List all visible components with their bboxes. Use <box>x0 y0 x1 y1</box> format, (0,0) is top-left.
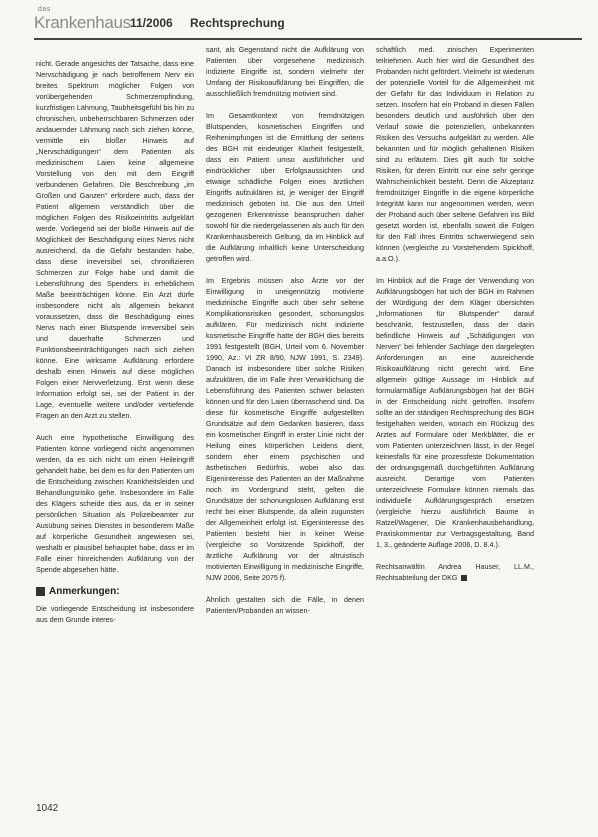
page-header <box>0 0 598 40</box>
paragraph: Im Ergebnis müssen also Ärzte vor der Einwilligung in uneigennützig motivierte medizinische Eingriffe auch über sehr seltene Komplikationsrisiken gesondert, schonungslos aufklären. Für medizinisch nicht indizierte kosmetische Eingriffe hatte der BGH dies bereits 1991 festgestellt (BGH, Urteil vom 6. November 1990, Az.: VI ZR 8/90, NJW 1991, S. 2349). Danach ist insbesondere über solche Risiken aufzuklären, die im Falle ihrer Verwirklichung die Lebensführung des Patienten schwer belasten können und für den Laien überraschend sind. Da diese für kosmetische Eingriffe aufgestellten Grundsätze auf dem Gedanken basieren, dass ein kosmetischer Eingriff in erster Linie nicht der Heilung eines körperlichen Leidens dient, sondern eher einem psychischen und ästhetischen Bedürfnis, wobei also das Eigeninteresse des Patienten an der Maßnahme noch im Vordergrund steht, gelten die Grundsätze der schonungslosen Aufklärung erst recht bei einer Blutspende, da allein zugunsten der Allgemeinheit erfolgt ist. Eigeninteresse des Patienten besteht hier in keiner Weise (vergleiche so Vorsitzende Spickhoff, der ärztliche Aufklärung vor der altruistisch motivierten Einwilligung in medizinische Eingriffe, NJW 2006, Seite 2075 f). <box>206 276 364 582</box>
annotations-heading-label: Anmerkungen: <box>49 586 120 597</box>
annotations-heading <box>36 586 194 597</box>
paragraph: Die vorliegende Entscheidung ist insbesondere aus dem Grunde interes- <box>36 604 194 624</box>
section-title: Rechtsprechung <box>190 16 285 30</box>
text-column-1 <box>36 58 194 636</box>
paragraph: Ähnlich gestalten sich die Fälle, in denen Patienten/Probanden an wissen- <box>206 595 364 615</box>
paragraph: Im Hinblick auf die Frage der Verwendung von Aufklärungsbögen hat sich der BGH im Rahmen der Würdigung der dem Kläger übersichten „Informationen für Blutspender“ darauf beschränkt, festzustellen, dass der darin befindliche Hinweis auf „Schädigungen von Nerven“ bei fehlender Sachlage den dargelegten Anforderungen an eine ausreichende Risikoaufklärung nicht gerecht wird. Eine allgemein gültige Aussage im Hinblick auf formularmäßige Aufklärungsbögen hat der BGH in der Entscheidung nicht getroffen. Insofern sollte an der ständigen Rechtsprechung des BGH festgehalten werden, wonach ein Rückzug des Arztes auf Formulare oder Merkblätter, die er vom Patienten unterzeichnen lässt, in der Regel keinesfalls für eine prozessfeste Dokumentation der ordnungsgemäß durchgeführten Aufklärung ausreicht. Derartige vom Patienten unterzeichnete Formulare können niemals das individuelle Aufklärungsgespräch ersetzen (vergleiche hierzu ausführlich Baume in Ratzel/Wagener, Die Krankenhausbehandlung, Praxiskommentar zur Vertragsgestaltung, Band 1, 3., geänderte Auflage 2006, D. 8.4.). <box>376 276 534 549</box>
issue-number: 11/2006 <box>130 16 173 30</box>
journal-logo: Krankenhaus <box>34 13 131 32</box>
square-bullet-icon <box>36 587 45 596</box>
author-signature <box>376 561 534 583</box>
logo-prefix: das <box>38 6 51 13</box>
paragraph: schaftlich med. zinischen Experimenten teilnehmen. Auch hier wird die Gesundheit des Probanden nicht gefördert. Vielmehr ist wiederum der potenzielle Vorteil für die Allgemeinheit mit der Gefahr für das Individuum in Relation zu setzen. Insofern hat ein Proband in diesen Fällen besonders deutlich und ausführlich über den Verlauf sowie die potenziellen, unbekannten Risiken des Versuchs aufgeklärt zu werden. Alle bekannten und für möglich gehaltenen Risiken sind zu erläutern. Dies gilt auch für solche Risiken, für deren Eintritt nur eine sehr geringe Wahrscheinlichkeit besteht. Denn die Akzeptanz fremdnütziger Eingriffe in die eigene körperliche Integrität kann nur angenommen werden, wenn der Proband auch über seltene Gefahren ins Bild gesetzt worden ist, ebenfalls soweit die Folgen für den Fall ihres Eintritts schwerwiegend sein können (vergleiche zu Vorstehendem Spickhoff, a.a.O.). <box>376 45 534 263</box>
end-mark-icon <box>461 575 467 581</box>
text-column-2 <box>206 44 364 627</box>
paragraph: Auch eine hypothetische Einwilligung des Patienten könne vorliegend nicht angenommen werden, da es sich nicht um einen Heileingriff gehandelt habe, bei dem es für den Patienten um die Entscheidung zwischen Krankheitsleiden und Behandlungsrisiko gehe. Insbesondere im Falle des Klägers scheide dies aus, da er in seiner persönlichen Situation als Polizeibeamter zur Ausübung seines Dienstes in besonderem Maße auf körperliche Gesundheit angewiesen sei, weshalb er plausibel behauptet habe, dass er im Falle einer hinreichenden Aufklärung von der Spende abgesehen hätte. <box>36 433 194 574</box>
author-text: Rechtsanwältin Andrea Hauser, LL.M., Rechtsabteilung der DKG <box>376 562 534 582</box>
paragraph: sant, als Gegenstand nicht die Aufklärung von Patienten über vorgesehene medizinisch indizierte Eingriffe ist, sondern vielmehr der Umfang der Risikoaufklärung bei Eingriffen, die ausschließlich fremdnützig motiviert sind. <box>206 45 364 98</box>
paragraph: Im Gesamtkontext von fremdnützigen Blutspenden, kosmetischen Eingriffen und Reihenimpfungen ist die Ermittlung der seitens des BGH mit eindeutiger Klarheit festgestellt, dass ein Patient umso ausführlicher und eindrücklicher über Erfolgsaussichten und etwaige schädliche Folgen eines ärztlichen Eingriffs aufzuklären ist, je weniger der Eingriff medizinisch geboten ist. Die aus den Urteil gezogenen Erkenntnisse beanspruchen daher sowohl für die niedergelassenen als auch für den Krankenhausbereich Geltung, da im Hinblick auf die Aufklärung inhaltlich keine Unterscheidung getroffen wird. <box>206 111 364 263</box>
page-number: 1042 <box>36 803 59 814</box>
text-column-3 <box>376 44 534 594</box>
header-divider <box>34 38 582 40</box>
paragraph: nicht. Gerade angesichts der Tatsache, dass eine Nervschädigung je nach betroffenem Nerv ein breites Spektrum möglicher Folgen von vorübergehenden Schmerzempfindung, kurzfristigen Lähmung, Taubheitsgefühl bis hin zu chronischen, unbeherrschbaren Schmerzen oder andauernder Lähmung nach sich ziehen könne, vermittle ein bloßer Hinweis auf „Nervschädigungen“ dem Patienten als medizinischem Laien keine allgemeine Vorstellung von den mit dem Eingriff verbundenen Gefahren. Die Beschreibung „im Großen und Ganzen“ erfordere auch, dass der Patient allgemein verständlich über die möglichen Folgen des Risikoeintritts aufgeklärt werde. Vorliegend sei der bloße Hinweis auf die Möglichkeit der Beschädigung eines Nervs nicht ausreichend, da die Gefahr bestanden habe, dass diese irreversibel sei, chronifizieren Schmerzen zur Folge habe und damit die Lebensführung des Spenders in erheblichem Maße beeinträchtigen könne. Ein Arzt dürfe insbesondere nicht als allgemein bekannt voraussetzen, dass die Beschädigung eines Nervs nach einer Blutspende irreversibel sein und dauerhafte Schmerzen und Funktionsbeeinträchtigungen nach sich ziehen könne. Eine wirksame Aufklärung erfordere deshalb einen Hinweis auf diese möglichen Folgen einer Nervverletzung. Erst wenn diese Information erfolgt sei, sei der Patient in der Lage, eventuelle weitere und/oder vertiefende Fragen an den Arzt zu stellen. <box>36 59 194 420</box>
